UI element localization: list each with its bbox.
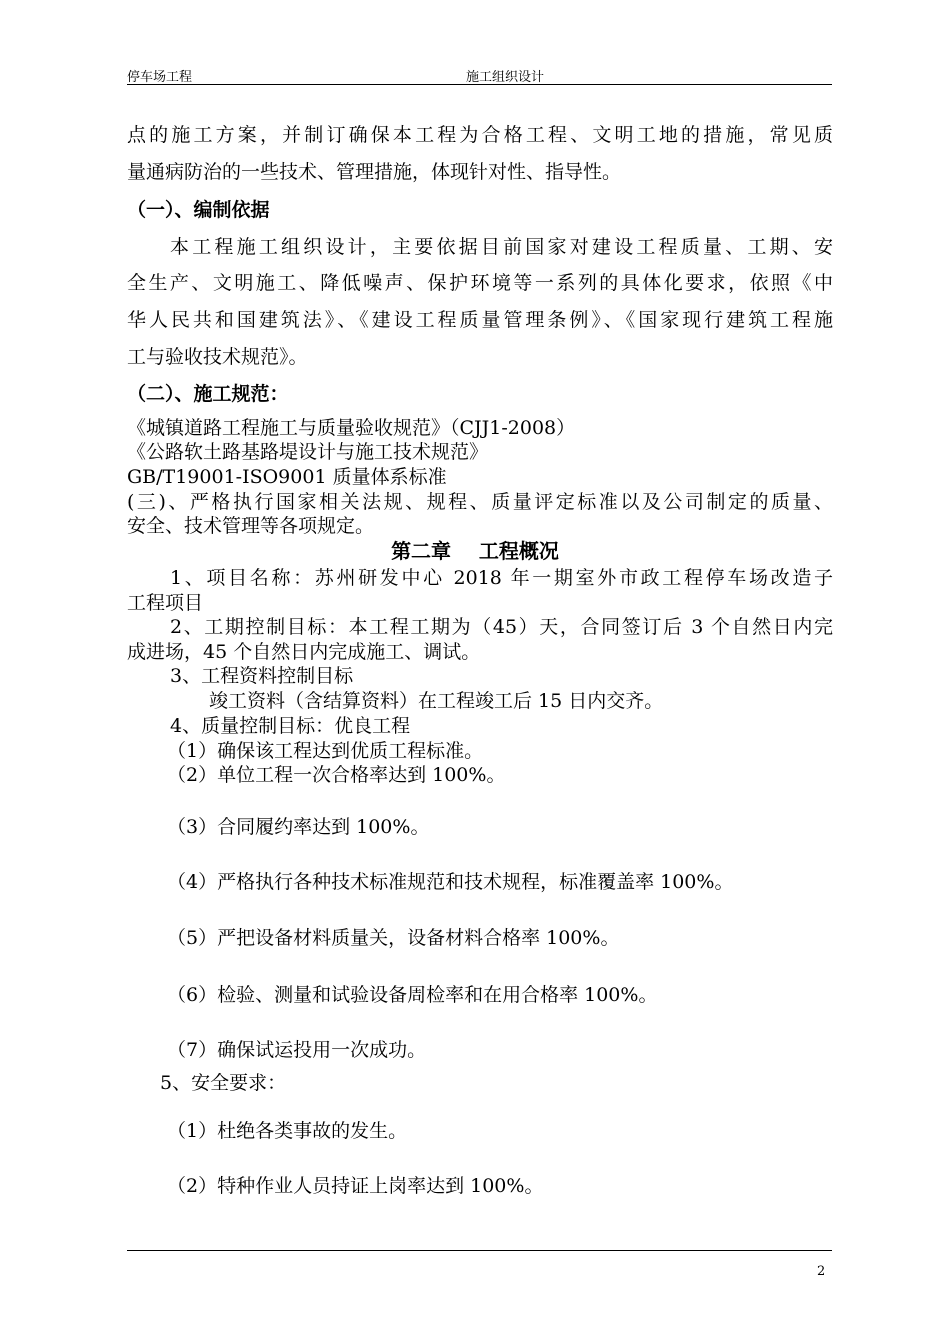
standard-item: 《公路软土路基路堤设计与施工技术规范》 (127, 441, 489, 463)
footer-rule (127, 1250, 832, 1251)
header-project-name: 停车场工程 (127, 70, 193, 85)
header-rule (127, 84, 832, 85)
section-heading-standards: （二）、施工规范： (127, 383, 289, 405)
section-heading-basis: （一）、编制依据 (127, 199, 270, 221)
paragraph-line: 量通病防治的一些技术、管理措施，体现针对性、指导性。 (127, 161, 622, 183)
paragraph-line: 成进场，45 个自然日内完成施工、调试。 (127, 641, 481, 663)
paragraph-line: 5、安全要求： (160, 1072, 287, 1094)
paragraph-line: 工程项目 (127, 592, 204, 614)
list-item: （1）杜绝各类事故的发生。 (167, 1120, 408, 1142)
standard-item: 《城镇道路工程施工与质量验收规范》（CJJ1-2008） (127, 417, 576, 439)
paragraph-line: 华人民共和国建筑法》、《建设工程质量管理条例》、《国家现行建筑工程施 (127, 309, 833, 331)
header-document-title: 施工组织设计 (466, 70, 545, 85)
paragraph-line: 4、质量控制目标：优良工程 (170, 715, 411, 737)
list-item: （4）严格执行各种技术标准规范和技术规程，标准覆盖率 100%。 (167, 871, 734, 893)
list-item: （2）特种作业人员持证上岗率达到 100%。 (167, 1175, 544, 1197)
paragraph-line: 点的施工方案，并制订确保本工程为合格工程、文明工地的措施，常见质 (127, 124, 833, 146)
paragraph-line: 全生产、文明施工、降低噪声、保护环境等一系列的具体化要求，依照《中 (127, 272, 833, 294)
paragraph-line: 安全、技术管理等各项规定。 (127, 515, 375, 537)
chapter-title: 第二章 工程概况 (391, 539, 559, 563)
paragraph-line: 3、工程资料控制目标 (170, 665, 354, 687)
list-item: （3）合同履约率达到 100%。 (167, 816, 430, 838)
list-item: （1）确保该工程达到优质工程标准。 (167, 740, 484, 762)
list-item: （5）严把设备材料质量关，设备材料合格率 100%。 (167, 927, 620, 949)
paragraph-line: 本工程施工组织设计，主要依据目前国家对建设工程质量、工期、安 (170, 236, 833, 258)
page-number: 2 (817, 1264, 826, 1279)
list-item: （7）确保试运投用一次成功。 (167, 1039, 427, 1061)
standard-item: GB/T19001-ISO9001 质量体系标准 (127, 466, 447, 488)
paragraph-line: 1、项目名称：苏州研发中心 2018 年一期室外市政工程停车场改造子 (170, 567, 833, 589)
paragraph-line: 2、工期控制目标：本工程工期为（45）天，合同签订后 3 个自然日内完 (170, 616, 833, 638)
paragraph-line: (三)、严格执行国家相关法规、规程、质量评定标准以及公司制定的质量、 (127, 491, 833, 513)
paragraph-line: 工与验收技术规范》。 (127, 346, 308, 368)
paragraph-line: 竣工资料（含结算资料）在工程竣工后 15 日内交齐。 (209, 690, 664, 712)
list-item: （6）检验、测量和试验设备周检率和在用合格率 100%。 (167, 984, 658, 1006)
list-item: （2）单位工程一次合格率达到 100%。 (167, 764, 506, 786)
